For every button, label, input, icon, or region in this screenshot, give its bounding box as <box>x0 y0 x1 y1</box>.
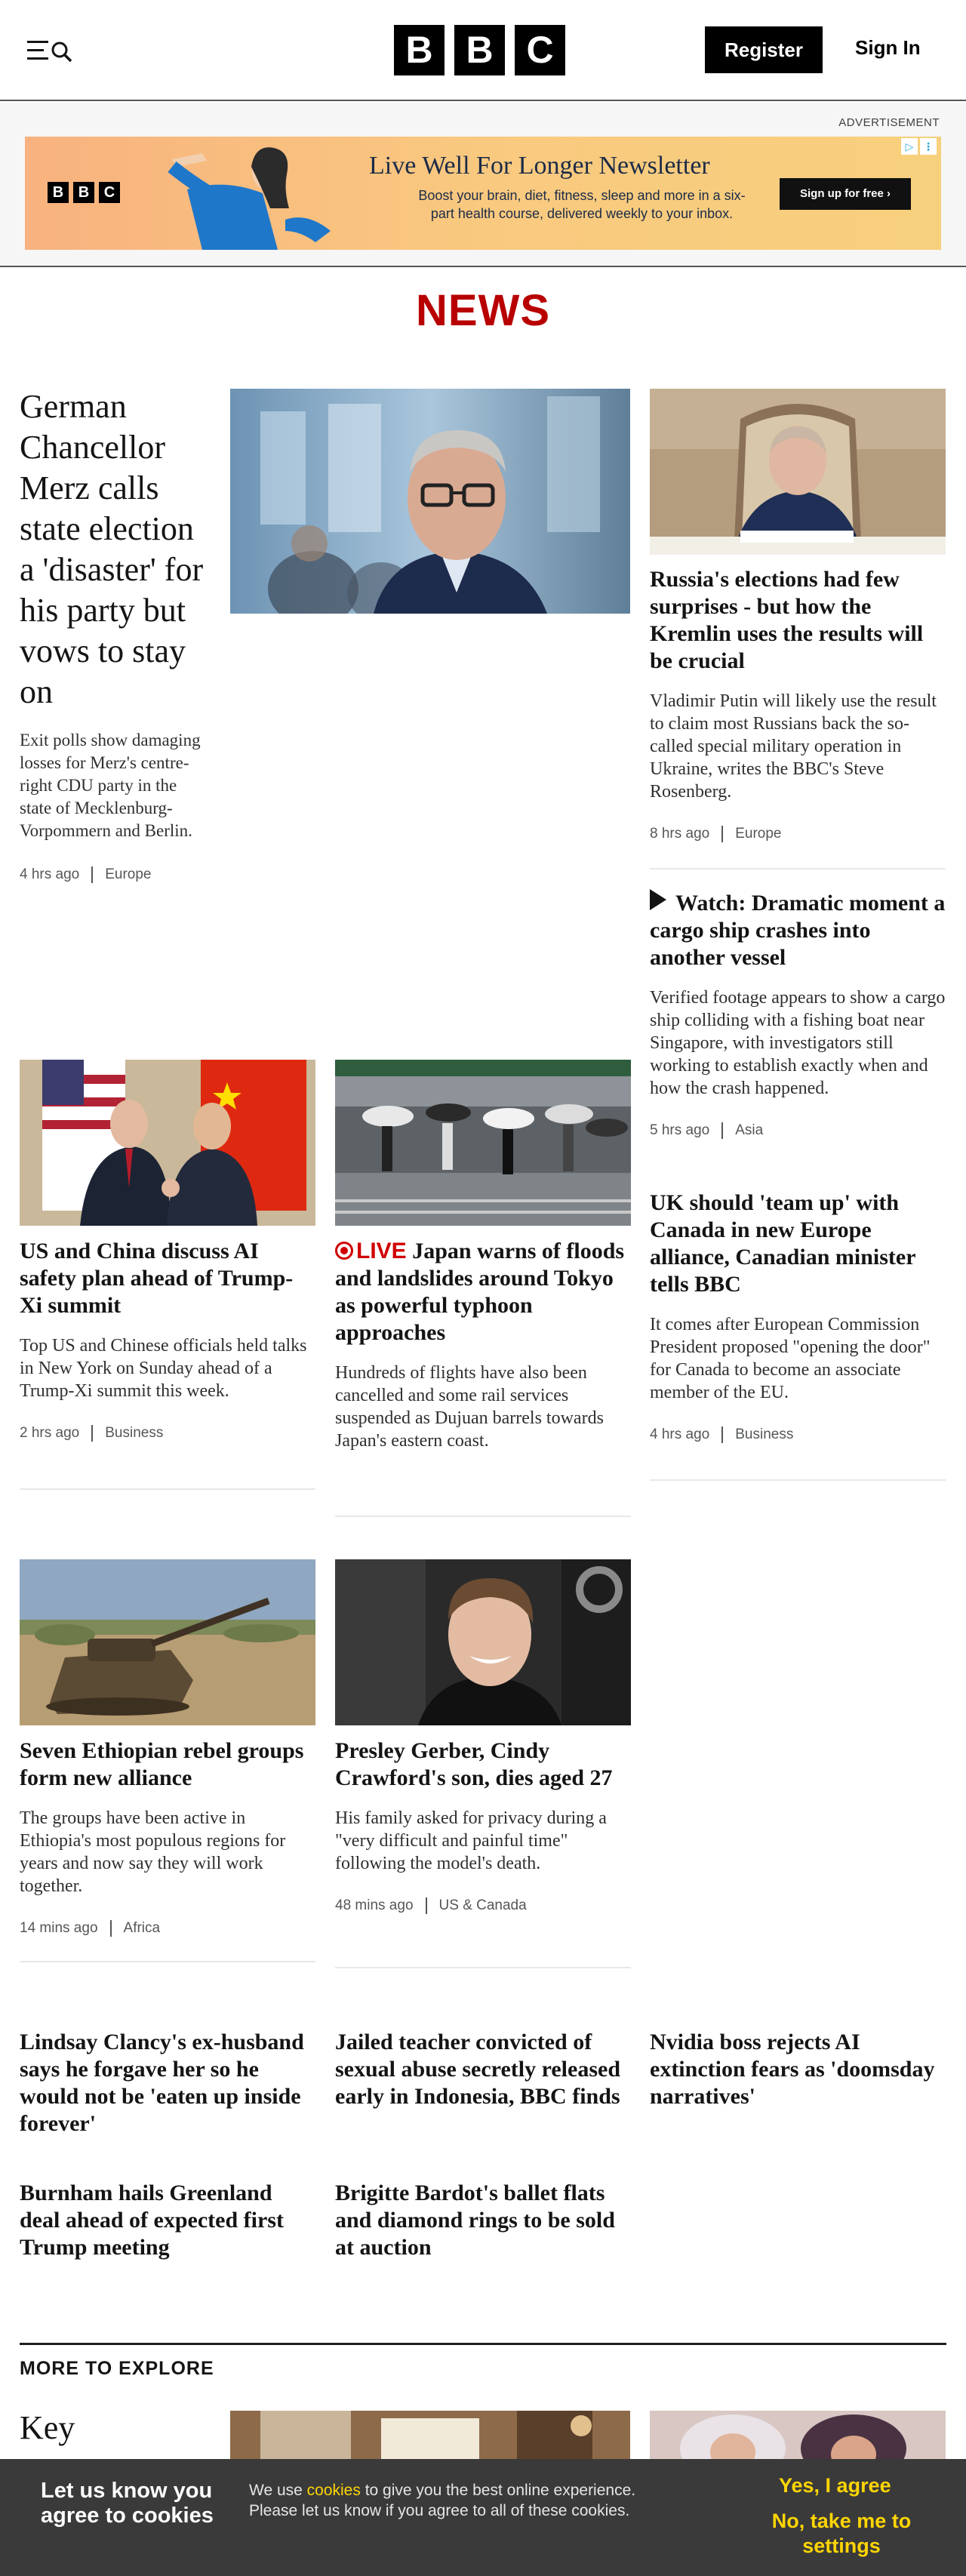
ad-more-icon[interactable]: ⋮ <box>920 138 937 155</box>
topic-tag[interactable]: Asia <box>735 1122 764 1138</box>
ad-choices[interactable] <box>901 138 937 155</box>
canada-summary: It comes after European Commission President proposed "opening the door" for Canada to become an associate member of the EU. <box>650 1315 931 1402</box>
timestamp: 5 hrs ago <box>650 1122 710 1138</box>
japan-summary: Hundreds of flights have also been cancelled and some rail services suspended as Dujuan barrels towards Japan's eastern coast. <box>335 1363 604 1451</box>
bbc-logo[interactable] <box>394 25 565 75</box>
live-icon <box>335 1242 353 1260</box>
russia-meta <box>650 826 946 842</box>
topic-tag[interactable]: Europe <box>105 866 152 882</box>
ethiopia-meta <box>20 1920 315 1937</box>
story-divider <box>20 1488 315 1490</box>
explore-image[interactable] <box>650 2411 946 2459</box>
menu-search-button[interactable] <box>26 36 78 66</box>
ethiopia-story[interactable] <box>20 1737 315 1937</box>
topic-tag[interactable]: Business <box>735 1426 794 1442</box>
gerber-summary: His family asked for privacy during a "very difficult and painful time" following the model's death. <box>335 1808 607 1873</box>
gerber-photo-graphic <box>335 1559 631 1725</box>
meta-separator <box>721 826 723 842</box>
sign-in-link[interactable]: Sign In <box>855 36 921 59</box>
story-divider <box>20 1961 315 1962</box>
topic-tag[interactable]: US & Canada <box>438 1897 527 1913</box>
gerber-meta <box>335 1897 631 1914</box>
menu-search-icon <box>26 36 78 66</box>
ethiopia-photo-graphic <box>20 1559 315 1725</box>
meta-separator <box>426 1897 427 1914</box>
japan-image[interactable] <box>335 1060 631 1226</box>
russia-image[interactable] <box>650 389 946 555</box>
cookie-text <box>249 2480 672 2521</box>
lead-headline[interactable]: German Chancellor Merz calls state election a 'disaster' for his party but vows to stay on <box>20 388 204 710</box>
advertisement-label: ADVERTISEMENT <box>838 116 940 129</box>
ad-title: Live Well For Longer Newsletter <box>369 152 710 180</box>
ad-bbc-logo <box>48 182 120 203</box>
russia-summary: Vladimir Putin will likely use the result to claim most Russians back the so-called special military operation in Ukraine, writes the BBC's Steve Rosenberg. <box>650 691 937 802</box>
uschina-story[interactable] <box>20 1238 315 1442</box>
cookie-settings-button[interactable]: No, take me to settings <box>771 2510 912 2557</box>
cookies-link[interactable]: cookies <box>306 2482 361 2499</box>
ethiopia-image[interactable] <box>20 1559 315 1725</box>
japan-photo-graphic <box>335 1060 631 1226</box>
topic-tag[interactable]: Europe <box>735 826 782 842</box>
timestamp: 14 mins ago <box>20 1920 98 1936</box>
cookie-title: Let us know you agree to cookies <box>41 2479 214 2528</box>
ad-illustration-woman <box>157 137 383 250</box>
canada-headline[interactable]: UK should 'team up' with Canada in new Europe alliance, Canadian minister tells BBC <box>650 1190 915 1297</box>
logo-letter: C <box>515 25 565 75</box>
timestamp: 4 hrs ago <box>650 1426 710 1442</box>
section-title-news[interactable]: NEWS <box>416 286 550 335</box>
ad-banner[interactable] <box>25 137 941 250</box>
canada-meta <box>650 1426 946 1443</box>
explore-image[interactable] <box>230 2411 630 2459</box>
uschina-headline[interactable]: US and China discuss AI safety plan ahead of Trump-Xi summit <box>20 1239 294 1318</box>
watch-story[interactable] <box>650 889 946 1139</box>
meta-separator <box>91 1425 93 1442</box>
brief-headline[interactable]: Jailed teacher convicted of sexual abuse secretly released early in Indonesia, BBC finds <box>335 2030 621 2109</box>
canada-story[interactable] <box>650 1190 946 1443</box>
cookie-agree-button[interactable]: Yes, I agree <box>779 2474 891 2497</box>
cookie-banner <box>0 2459 966 2576</box>
gerber-image[interactable] <box>335 1559 631 1725</box>
timestamp: 48 mins ago <box>335 1897 414 1913</box>
story-divider <box>650 1479 946 1481</box>
more-to-explore-title: MORE TO EXPLORE <box>20 2358 214 2379</box>
meta-separator <box>721 1122 723 1139</box>
more-to-explore-rule <box>20 2343 946 2345</box>
lead-summary: Exit polls show damaging losses for Merz's centre-right CDU party in the state of Mecklenburg-Vorpommern and Berlin. <box>20 731 201 840</box>
lead-photo-graphic <box>230 389 630 614</box>
timestamp: 8 hrs ago <box>650 826 710 842</box>
watch-meta <box>650 1122 946 1139</box>
uschina-photo-graphic <box>20 1060 315 1226</box>
ad-subtitle: Boost your brain, diet, fitness, sleep and more in a six-part health course, delivered weekly to your inbox. <box>418 188 746 221</box>
uschina-image[interactable] <box>20 1060 315 1226</box>
lead-meta <box>20 866 208 883</box>
lead-story[interactable] <box>20 386 208 883</box>
meta-separator <box>91 866 93 883</box>
cookie-text-end: to give you the best online experience. Please let us know if you agree to all of these cookies. <box>249 2482 636 2519</box>
lead-image[interactable] <box>230 389 630 614</box>
live-label: LIVE <box>356 1239 407 1263</box>
brief-headline[interactable]: Burnham hails Greenland deal ahead of expected first Trump meeting <box>20 2181 284 2260</box>
russia-photo-graphic <box>650 389 946 555</box>
play-icon <box>650 889 666 910</box>
russia-story[interactable] <box>650 566 946 842</box>
gerber-story[interactable] <box>335 1737 631 1914</box>
logo-letter: B <box>454 25 505 75</box>
ad-signup-button[interactable]: Sign up for free › <box>780 178 911 210</box>
timestamp: 2 hrs ago <box>20 1425 80 1441</box>
watch-headline[interactable] <box>650 889 946 971</box>
ad-logo-letter: B <box>73 182 94 203</box>
ad-logo-letter: B <box>48 182 69 203</box>
ethiopia-headline[interactable]: Seven Ethiopian rebel groups form new alliance <box>20 1738 304 1790</box>
cookie-text-start: We use <box>249 2482 307 2499</box>
gerber-headline[interactable]: Presley Gerber, Cindy Crawford's son, dies aged 27 <box>335 1738 613 1790</box>
story-divider <box>335 1516 631 1517</box>
advertisement-zone <box>0 103 966 267</box>
register-button[interactable]: Register <box>705 26 823 73</box>
brief-headline[interactable]: Brigitte Bardot's ballet flats and diamond rings to be sold at auction <box>335 2181 615 2260</box>
japan-headline[interactable] <box>335 1238 631 1346</box>
ad-logo-letter: C <box>99 182 120 203</box>
logo-letter: B <box>394 25 445 75</box>
watch-prefix: Watch: <box>675 891 746 916</box>
story-divider <box>335 1967 631 1968</box>
meta-separator <box>110 1920 112 1937</box>
explore-photo-graphic <box>230 2411 630 2459</box>
japan-story[interactable] <box>335 1238 631 1452</box>
brief-headline[interactable]: Nvidia boss rejects AI extinction fears as 'doomsday narratives' <box>650 2030 935 2109</box>
watch-headline-text: Dramatic moment a cargo ship crashes into another vessel <box>650 891 946 970</box>
meta-separator <box>721 1426 723 1443</box>
ethiopia-summary: The groups have been active in Ethiopia's most populous regions for years and now say they will work together. <box>20 1808 286 1896</box>
site-header <box>0 0 966 101</box>
russia-headline[interactable]: Russia's elections had few surprises - but how the Kremlin uses the results will be crucial <box>650 567 924 673</box>
timestamp: 4 hrs ago <box>20 866 80 882</box>
uschina-summary: Top US and Chinese officials held talks in New York on Sunday ahead of a Trump-Xi summit this week. <box>20 1336 307 1401</box>
brief-headline[interactable]: Lindsay Clancy's ex-husband says he forgave her so he would not be 'eaten up inside forever' <box>20 2030 304 2136</box>
adchoices-icon[interactable]: ▷ <box>901 138 918 155</box>
explore-headline[interactable]: Key <box>20 2409 75 2446</box>
japan-headline-text: Japan warns of floods and landslides around Tokyo as powerful typhoon approaches <box>335 1239 625 1345</box>
watch-summary: Verified footage appears to show a cargo ship colliding with a fishing boat near Singapore, with investigators still working to establish exactly when and how the crash happened. <box>650 988 946 1098</box>
topic-tag[interactable]: Africa <box>123 1920 161 1936</box>
explore-photo-graphic <box>650 2411 946 2459</box>
story-divider <box>650 868 946 869</box>
topic-tag[interactable]: Business <box>105 1425 164 1441</box>
uschina-meta <box>20 1425 315 1442</box>
